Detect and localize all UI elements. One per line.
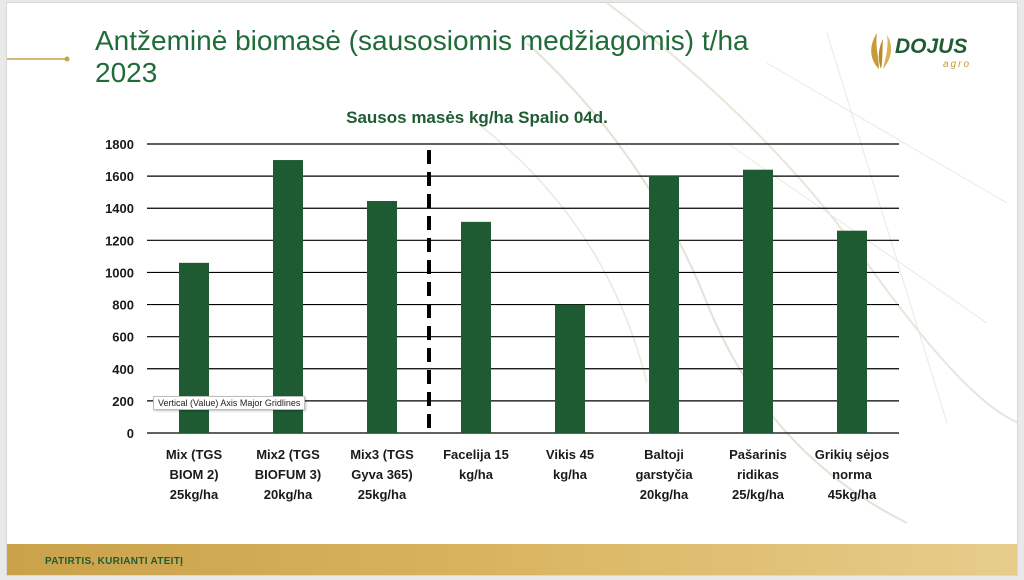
x-category-label	[350, 447, 414, 502]
y-tick-label: 800	[112, 297, 134, 313]
x-category-label-line: Facelija 15	[443, 447, 509, 462]
x-category-label-line: kg/ha	[459, 467, 493, 482]
x-category-label-line: Pašarinis	[729, 447, 787, 462]
bar	[367, 201, 397, 433]
x-category-label-line: Mix2 (TGS	[256, 447, 320, 462]
x-category-label-line: 20kg/ha	[263, 487, 313, 502]
x-category-label	[166, 447, 223, 502]
bar	[649, 175, 679, 433]
x-category-label	[635, 447, 693, 502]
footer-slogan: PATIRTIS, KURIANTI ATEITĮ	[45, 556, 184, 567]
x-category-label-line: garstyčia	[635, 467, 693, 482]
chart-title: Sausos masės kg/ha Spalio 04d.	[346, 108, 608, 127]
x-category-label-line: 25/kg/ha	[731, 487, 785, 502]
y-tick-label: 200	[112, 393, 134, 409]
bar	[837, 231, 867, 433]
logo-subtitle: agro	[943, 59, 972, 70]
bar	[273, 160, 303, 433]
x-category-label-line: 20kg/ha	[639, 487, 689, 502]
bar	[555, 305, 585, 433]
x-category-label-line: BIOFUM 3)	[254, 467, 322, 482]
y-tick-label: 1200	[105, 233, 134, 249]
x-category-label-line: kg/ha	[553, 467, 587, 482]
x-category-label-line: Vikis 45	[545, 447, 595, 462]
y-tick-label: 0	[126, 426, 134, 441]
gridlines-tooltip: Vertical (Value) Axis Major Gridlines	[153, 396, 305, 410]
x-category-label-line: Gyva 365)	[351, 467, 413, 482]
x-category-label-line: ridikas	[737, 467, 779, 482]
bar	[743, 170, 773, 433]
y-tick-label: 1600	[105, 169, 134, 185]
x-category-label-line: Mix3 (TGS	[350, 447, 414, 462]
x-category-label-line: 25kg/ha	[357, 487, 407, 502]
x-category-label-line: 25kg/ha	[169, 487, 219, 502]
footer-bar	[7, 544, 1017, 576]
y-tick-label: 400	[112, 361, 134, 377]
x-category-label-line: Baltoji	[644, 447, 684, 462]
x-category-label	[729, 447, 787, 502]
x-category-label-line: norma	[832, 467, 872, 482]
bar-chart	[7, 3, 1018, 543]
title-line-1: Antžeminė biomasė (sausosiomis medžiagomis) t/ha	[95, 25, 749, 56]
x-category-label	[546, 447, 594, 482]
slide	[6, 2, 1018, 576]
x-category-label	[443, 447, 509, 482]
y-tick-label: 1000	[105, 265, 134, 281]
x-category-label-line: 45kg/ha	[827, 487, 877, 502]
title-line-2: 2023	[95, 57, 158, 88]
x-category-label-line: Grikių sėjos	[814, 447, 890, 462]
bar	[461, 222, 491, 433]
x-category-label-line: Mix (TGS	[165, 447, 223, 462]
logo-name: DOJUS	[895, 35, 968, 58]
x-category-label	[815, 447, 889, 502]
x-category-label-line: BIOM 2)	[169, 467, 219, 482]
y-tick-label: 1800	[105, 137, 134, 152]
y-tick-label: 1400	[105, 201, 134, 217]
y-tick-label: 600	[112, 329, 134, 345]
x-category-label	[255, 447, 321, 502]
